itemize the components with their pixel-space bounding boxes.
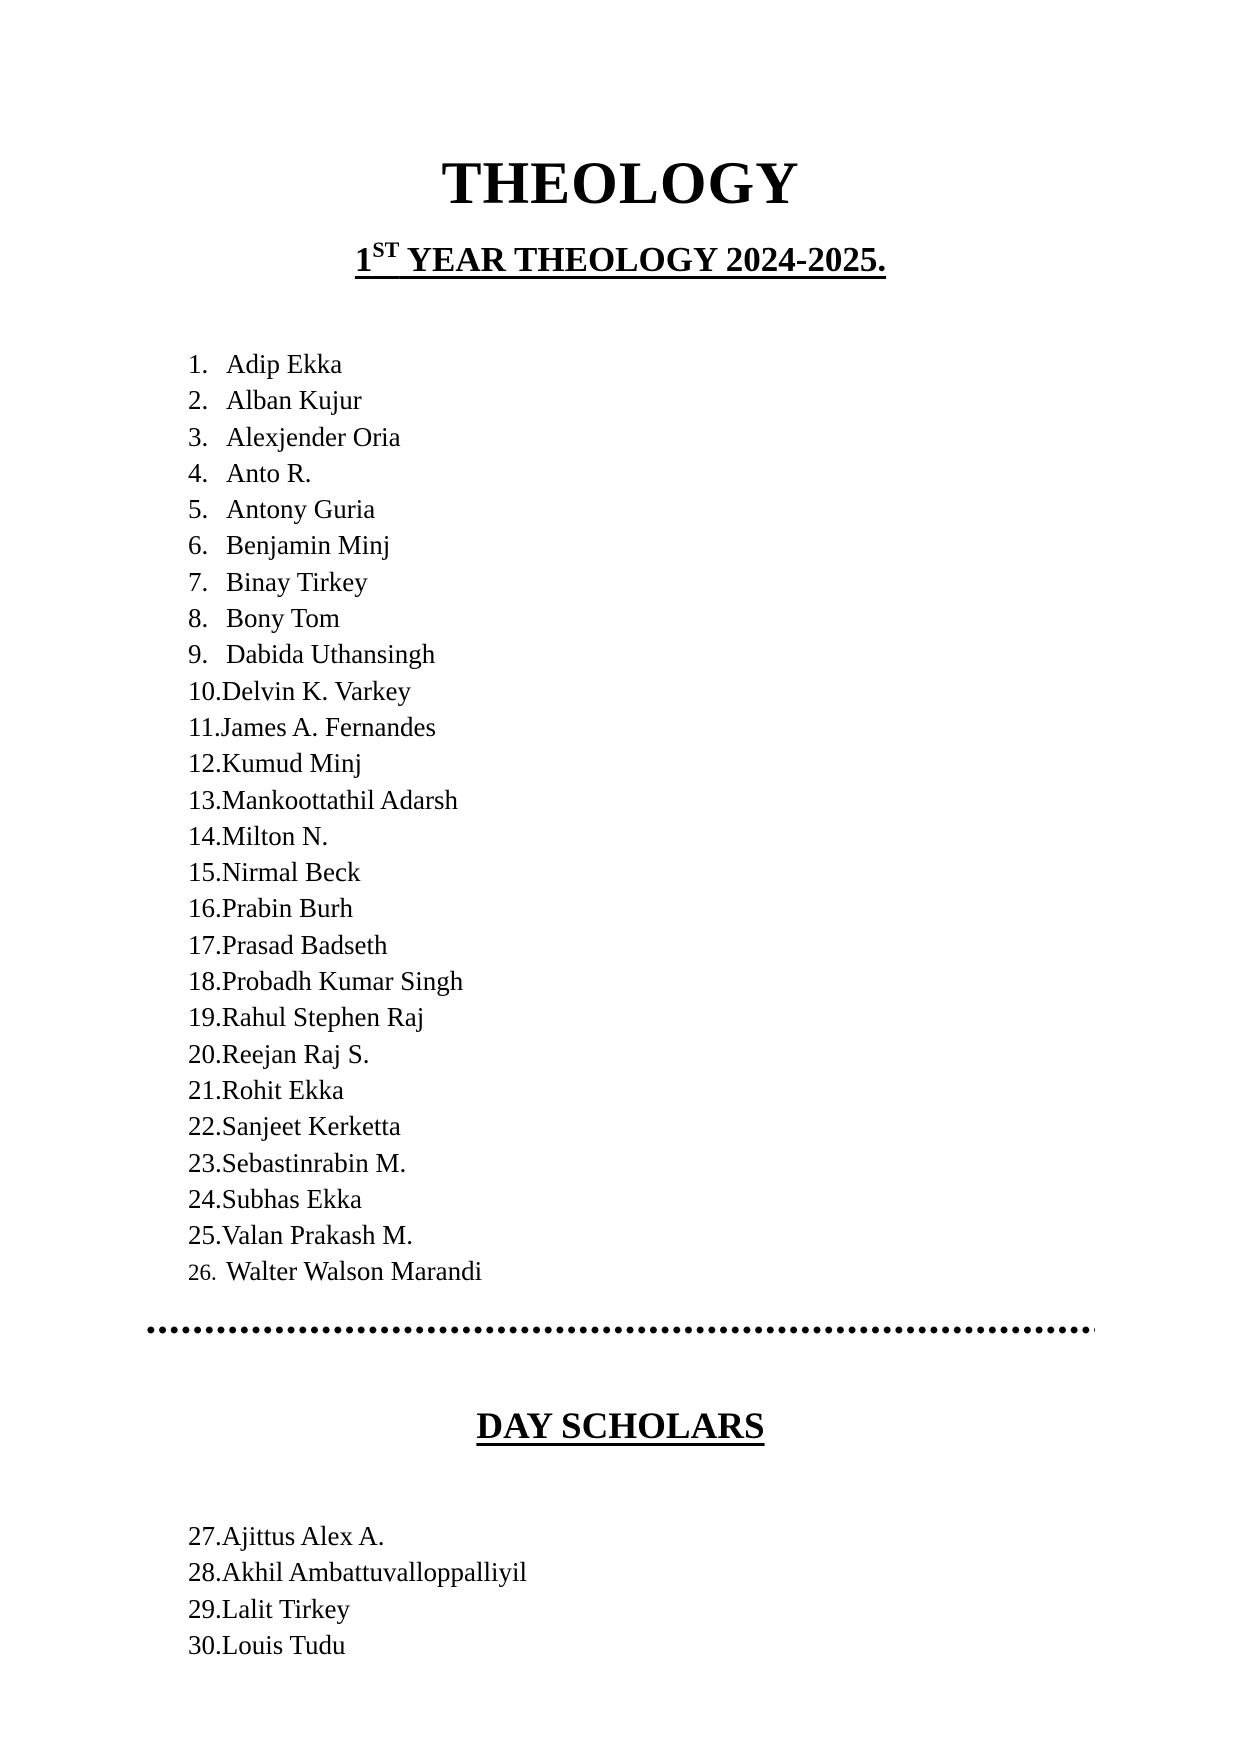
list-item-name: Adip Ekka [226,349,343,379]
list-item-name: Reejan Raj S. [221,1038,370,1069]
list-item-number: 4. [188,457,209,488]
list-item [188,527,482,563]
list-item-name: Kumud Minj [221,748,363,779]
list-item-name: Nirmal Beck [221,857,361,888]
subheading [0,238,1241,286]
list-item-name: Lalit Tirkey [221,1593,351,1624]
list-item-name: Benjamin Minj [226,530,391,561]
list-item [188,1591,527,1627]
day-scholars-heading-text: DAY SCHOLARS [476,1406,765,1447]
day-scholars-list [188,1518,527,1663]
list-item-name: Probadh Kumar Singh [221,966,464,997]
list-item [188,1627,527,1663]
list-item-number: 5. [188,494,209,525]
list-item-number: 24. [188,1183,222,1214]
list-item-number: 9. [188,639,209,670]
list-item-name: Milton N. [221,820,329,851]
list-item-name: Valan Prakash M. [221,1220,413,1251]
list-item-number: 2. [188,385,209,416]
list-item [188,1036,482,1072]
list-item [188,927,482,963]
dotted-separator [145,1324,1095,1336]
list-item-number: 25. [188,1220,222,1251]
first-year-list [188,346,482,1290]
list-item-number: 14. [188,820,222,851]
list-item-number: 19. [188,1002,222,1033]
list-item [188,1217,482,1253]
list-item [188,782,482,818]
list-item-number: 21. [188,1074,222,1105]
list-item-number: 11. [188,711,221,742]
list-item-number: 27. [188,1521,222,1551]
list-item-name: Louis Tudu [221,1629,346,1660]
subheading-superscript: ST [372,237,400,262]
list-item-number: 30. [188,1629,222,1660]
list-item [188,1145,482,1181]
list-item [188,1072,482,1108]
list-item [188,999,482,1035]
day-scholars-heading [0,1404,1241,1450]
list-item-number: 1. [188,349,209,379]
list-item [188,818,482,854]
list-item-number: 23. [188,1147,222,1178]
list-item-number: 26. [188,1260,217,1286]
subheading-rest: YEAR THEOLOGY 2024-2025. [399,240,887,279]
list-item-number: 20. [188,1038,222,1069]
list-item-name: Bony Tom [226,603,340,634]
page-title: THEOLOGY [441,150,800,216]
list-item-name: Alban Kujur [226,385,362,416]
list-item [188,673,482,709]
list-item [188,1181,482,1217]
list-item-name: Akhil Ambattuvalloppalliyil [221,1557,527,1588]
list-item-number: 3. [188,421,209,452]
list-item-number: 22. [188,1111,222,1142]
list-item-name: Mankoottathil Adarsh [221,784,458,815]
list-item-name: Rohit Ekka [221,1074,344,1105]
list-item [188,600,482,636]
subheading-prefix: 1 [354,240,373,279]
list-item-number: 13. [188,784,222,815]
list-item [188,1554,527,1590]
list-item-name: Binay Tirkey [226,566,368,597]
list-item-number: 8. [188,603,209,634]
list-item [188,346,482,382]
list-item-name: Prabin Burh [221,893,353,924]
list-item-name: Ajittus Alex A. [221,1521,385,1551]
list-item [188,1518,527,1554]
list-item [188,890,482,926]
list-item-number: 28. [188,1557,222,1588]
list-item-name: Prasad Badseth [221,929,388,960]
list-item [188,419,482,455]
list-item-name: Delvin K. Varkey [221,675,411,706]
list-item [188,382,482,418]
list-item-name: Dabida Uthansingh [226,639,436,670]
list-item [188,564,482,600]
list-item [188,455,482,491]
list-item [188,745,482,781]
list-item-name: Rahul Stephen Raj [221,1002,425,1033]
list-item-name: Sanjeet Kerketta [221,1111,401,1142]
list-item-number: 12. [188,748,222,779]
list-item-number: 7. [188,566,209,597]
list-item-number: 6. [188,530,209,561]
list-item [188,854,482,890]
list-item [188,636,482,672]
list-item-name: Sebastinrabin M. [221,1147,407,1178]
list-item [188,709,482,745]
list-item-name: Walter Walson Marandi [226,1256,483,1287]
list-item-number: 16. [188,893,222,924]
list-item [188,963,482,999]
list-item-name: Antony Guria [226,494,376,525]
list-item-name: James A. Fernandes [220,711,436,742]
list-item-number: 18. [188,966,222,997]
list-item [188,491,482,527]
list-item-name: Subhas Ekka [221,1183,362,1214]
list-item-name: Alexjender Oria [226,421,401,452]
subheading-text [354,237,887,279]
list-item-name: Anto R. [226,457,312,488]
list-item-number: 29. [188,1593,222,1624]
list-item-number: 15. [188,857,222,888]
list-item [188,1108,482,1144]
list-item-number: 10. [188,675,222,706]
list-item [188,1253,482,1289]
list-item-number: 17. [188,929,222,960]
